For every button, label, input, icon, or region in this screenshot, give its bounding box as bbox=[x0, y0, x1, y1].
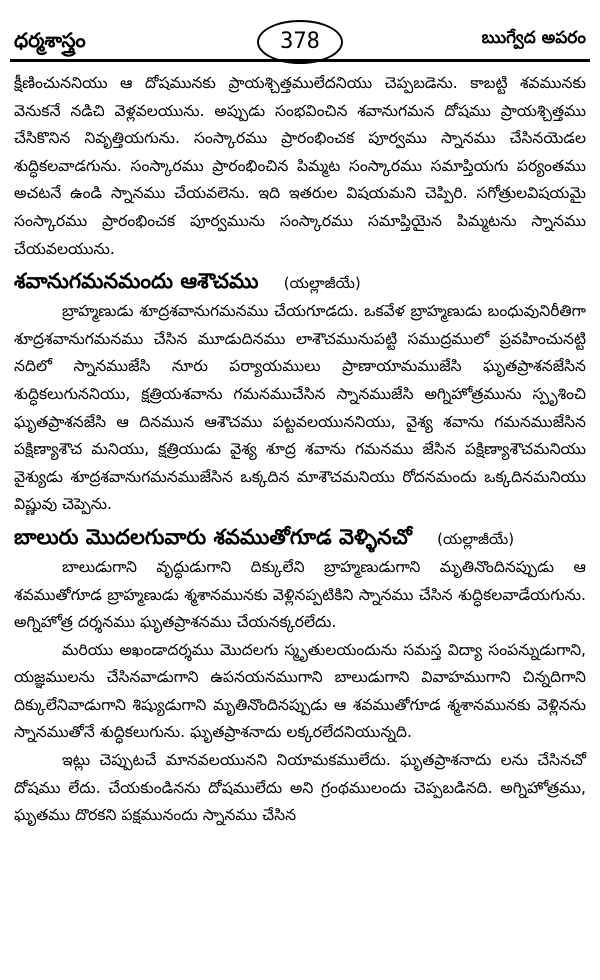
paragraph-4: మరియు అఖండాదర్శము మొదలగు స్మృతులయందును సమస్త విద్యా సంపన్నుడుగాని, యజ్ఞములను చేసినవాడుగాని ఉపనయనముగాని బాలుడుగాని వివాహముగాని చిన్నదిగాని దిక్కులేనివాడుగాని శిష్యుడుగాని మృతినొందినప్పుడు ఆ శవముతోగూడ శ్మశానమునకు వెళ్లినను స్నానముతోనే శుద్ధికలుగును. ఘృతప్రాశనాదు లక్కరలేదనియున్నది. bbox=[14, 640, 586, 742]
header-rule bbox=[10, 59, 590, 62]
paragraph-2: బ్రాహ్మణుడు శూద్రశవానుగమనము చేయగూడదు. ఒకవేళ బ్రాహ్మణుడు బంధువునిరీతిగా శూద్రశవానుగమనము చేసిన మూడుదినము లాశౌచమునుపట్టి సముద్రములో ప్రవహించునట్టి నదిలో స్నానముజేసి నూరు పర్యాయములు ప్రాణాయామముజేసి ఘృతప్రాశనజేసిన శుద్ధికలుగుననియు, క్షత్రియశవాను గమనముచేసిన స్నానముజేసి అగ్నిహోత్రమును స్పృశించి ఘృతప్రాశనజేసి ఆ దినమున ఆశౌచము పట్టవలయుననియు, వైశ్య శవాను గమనముజేసిన పక్షిణ్యాశౌచ మనియు, క్షత్రియుడు వైశ్య శూద్ర శవాను గమనము జేసిన పక్షిణ్యాశౌచమనియు వైశ్యుడు శూద్రశవానుగమనముజేసిన ఒక్కదిన మాశౌచమనియు రోదనమందు ఒక్కదినమనియు విష్ణువు చెప్పెను. bbox=[14, 302, 586, 514]
page-body bbox=[14, 70, 586, 830]
section-heading-2-title: బాలురు మొదలగువారు శవముతోగూడ వెళ్ళినచో bbox=[14, 524, 412, 549]
page-number: 378 bbox=[257, 20, 343, 64]
section-heading-2 bbox=[14, 522, 586, 554]
paragraph-3: బాలుడుగాని వృద్ధుడుగాని దిక్కులేని బ్రాహ్మణుడుగాని మృతినొందినప్పుడు ఆ శవముతోగూడ బ్రాహ్మణుడు శ్మశానమునకు వెళ్లినప్పటికిని స్నానము చేసిన శుద్ధికలవాడేయగును. అగ్నిహోత్ర దర్శనము ఘృతప్రాశనము చేయనక్కరలేదు. bbox=[14, 557, 586, 632]
header-book-title: ధర్మశాస్త్రం bbox=[14, 28, 86, 52]
section-heading-2-note: (యల్లాజీయే) bbox=[437, 529, 515, 548]
paragraph-5: ఇట్లు చెప్పుటచే మానవలయునని నియామకములేదు. ఘృతప్రాశనాదు లను చేసినచో దోషము లేదు. చేయకుండినను దోషములేదు అని గ్రంథములందు చెప్పబడినది. అగ్నిహోత్రము, ఘృతము దొరకని పక్షమునందు స్నానము చేసిన bbox=[14, 751, 586, 825]
header-section-title: ఋగ్వేద అపరం bbox=[481, 28, 586, 48]
section-heading-1-title: శవానుగమనమందు ఆశౌచము bbox=[14, 269, 259, 294]
page-header bbox=[0, 0, 600, 68]
section-heading-1-note: (యల్లాజీయే) bbox=[283, 274, 361, 293]
paragraph-1: క్షీణించుననియు ఆ దోషమునకు ప్రాయశ్చిత్తములేదనియు చెప్పబడెను. కాబట్టి శవమునకు వెనుకనే నడిచి వెళ్లవలయును. అప్పుడు సంభవించిన శవానుగమన దోషము ప్రాయశ్చిత్తము చేసికొనిన నివృత్తియగును. సంస్కారము ప్రారంభించక పూర్వము స్నానము చేసినయెడల శుద్ధికలవాడగును. సంస్కారము ప్రారంభించిన పిమ్మట సంస్కారము సమాప్తియగు పర్యంతము అచటనే ఉండి స్నానము చేయవలెను. ఇది ఇతరుల విషయమని చెప్పిరి. సగోత్రులవిషయమై సంస్కారము ప్రారంభించక పూర్వమును సంస్కారము సమాప్తియైన పిమ్మటను స్నానము చేయవలయును. bbox=[14, 74, 586, 258]
section-heading-1 bbox=[14, 266, 586, 298]
